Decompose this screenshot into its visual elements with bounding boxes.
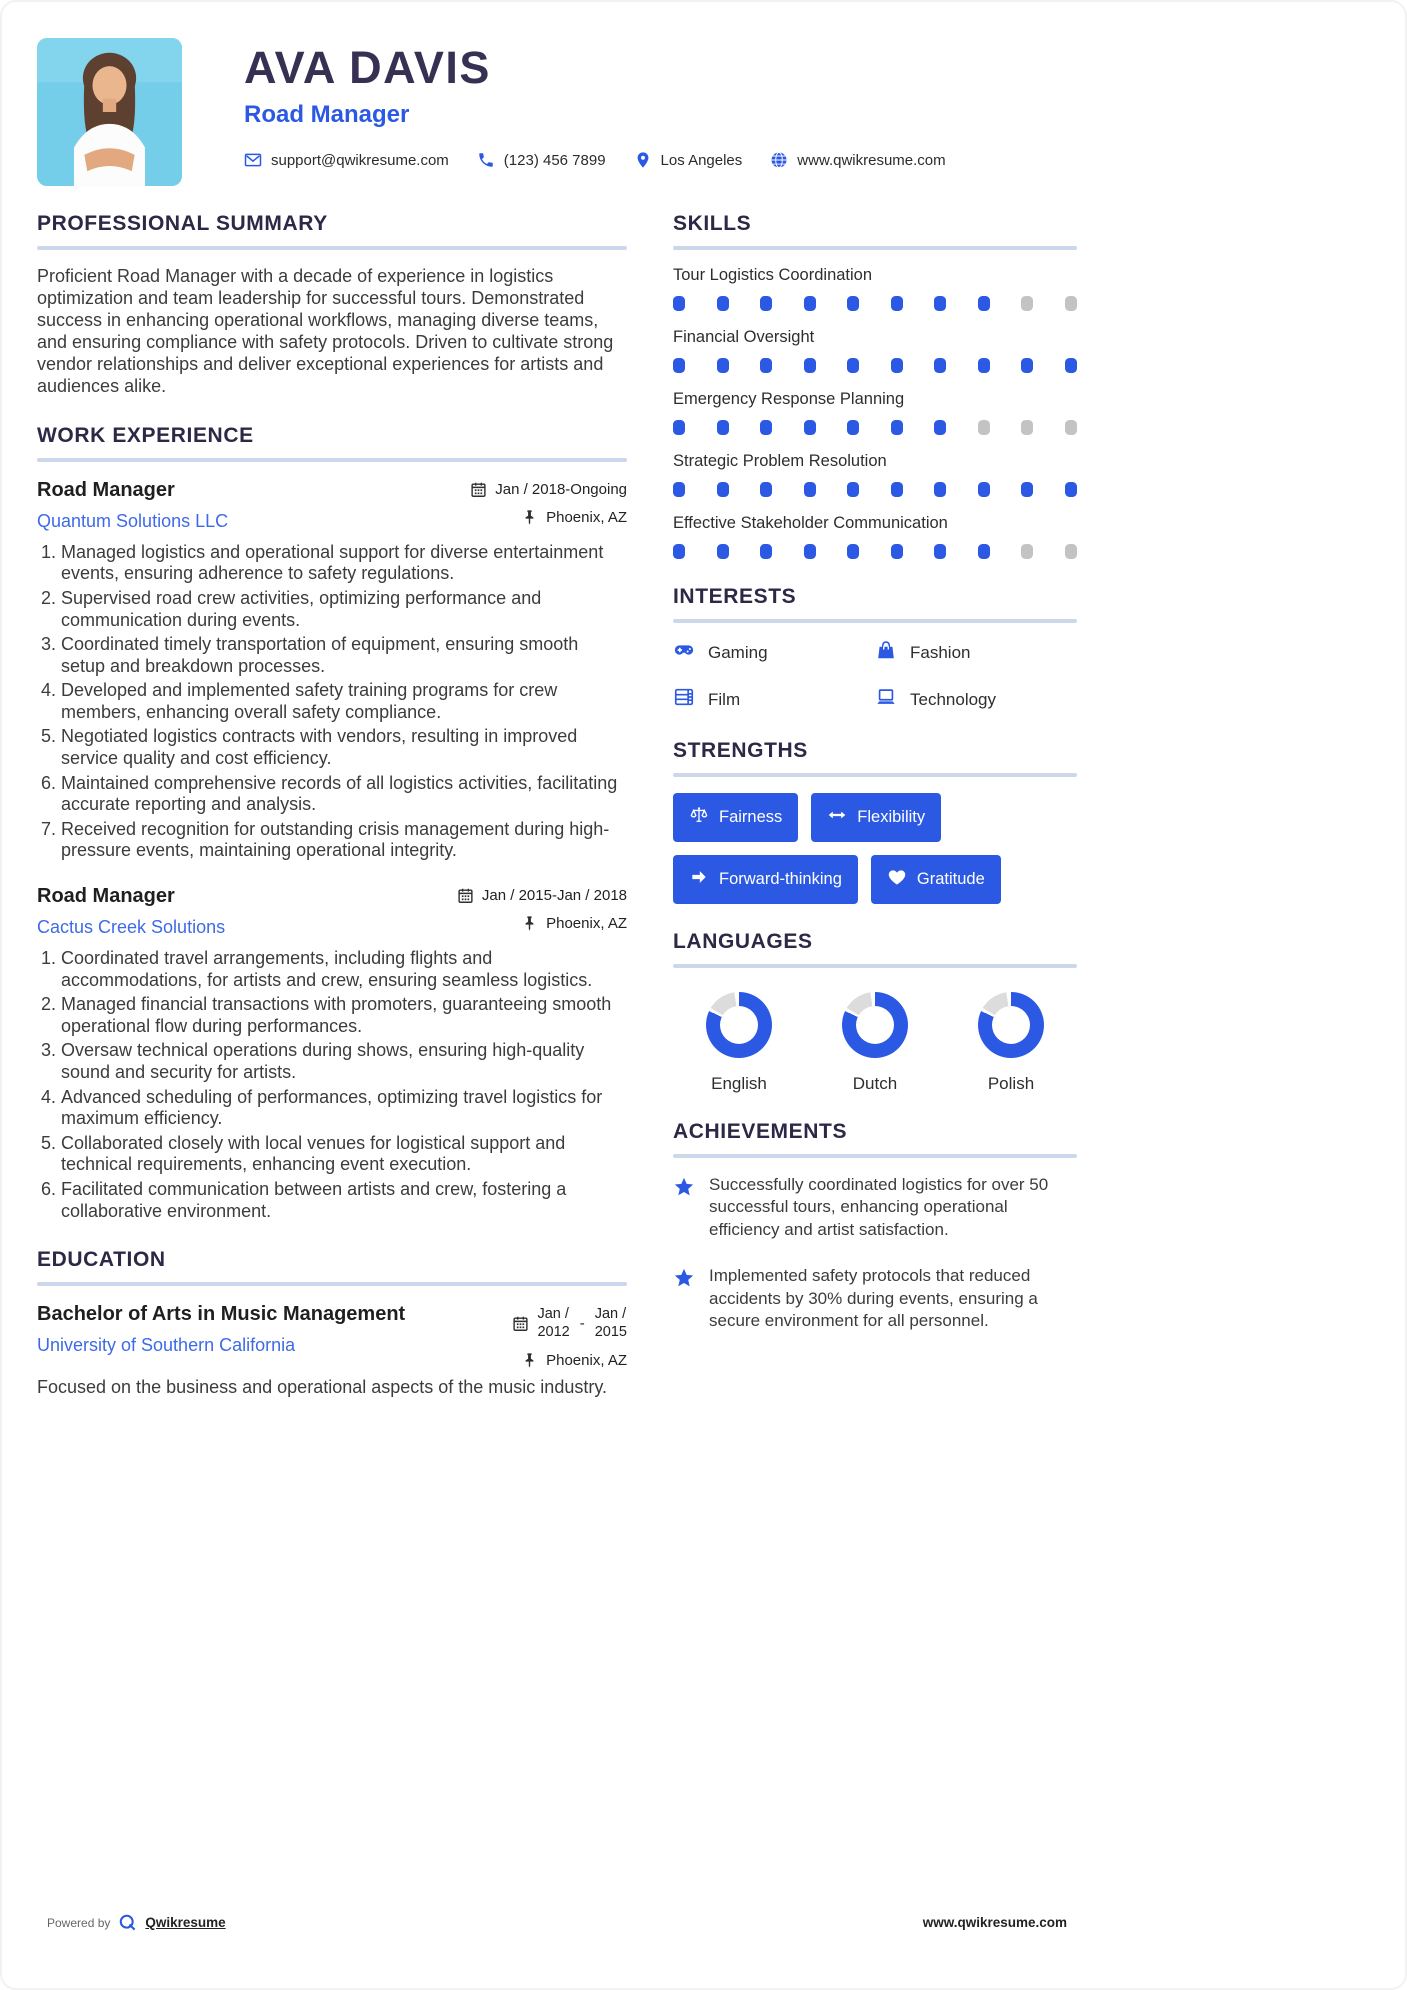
map-pin-icon bbox=[634, 151, 652, 169]
skill-dot bbox=[673, 358, 685, 373]
job-title: Road Manager bbox=[37, 885, 175, 908]
person-name: AVA DAVIS bbox=[244, 42, 491, 93]
arrow-right-icon bbox=[689, 867, 709, 892]
job-bullet: 6. Maintained comprehensive records of all logistics activities, facilitating accurate reporting and analysis. bbox=[61, 773, 627, 816]
skill-dot bbox=[891, 358, 903, 373]
experience-heading: WORK EXPERIENCE bbox=[37, 423, 254, 447]
laptop-icon bbox=[875, 686, 897, 713]
interest-item bbox=[673, 686, 875, 713]
job-bullet: 7. Received recognition for outstanding crisis management during high-pressure events, maintaining operational integrity. bbox=[61, 819, 627, 862]
achievements-list bbox=[673, 1174, 1077, 1333]
date-end-year: 2015 bbox=[594, 1324, 627, 1341]
skill-dot bbox=[804, 296, 816, 311]
globe-icon bbox=[770, 151, 788, 169]
skill-name: Financial Oversight bbox=[673, 328, 815, 346]
pushpin-icon bbox=[521, 509, 538, 526]
languages-list bbox=[673, 984, 1077, 1094]
footer-website: www.qwikresume.com bbox=[922, 1915, 1067, 1930]
interest-label: Gaming bbox=[708, 642, 768, 662]
strength-label: Forward-thinking bbox=[719, 870, 842, 888]
skill-dot bbox=[1021, 296, 1033, 311]
job-bullet-list bbox=[37, 948, 627, 1222]
website-text: www.qwikresume.com bbox=[797, 151, 946, 169]
skill-dot bbox=[847, 296, 859, 311]
section-professional-summary bbox=[37, 212, 627, 398]
contact-website bbox=[770, 151, 945, 169]
strength-label: Gratitude bbox=[916, 870, 985, 888]
skill-dot bbox=[1065, 544, 1077, 559]
interests-list bbox=[673, 639, 1077, 713]
star-icon bbox=[673, 1267, 695, 1289]
interest-label: Fashion bbox=[910, 642, 971, 662]
skill-dot bbox=[1065, 358, 1077, 373]
skill-dot bbox=[760, 482, 772, 497]
achievement-text: Successfully coordinated logistics for over 50 successful tours, enhancing operational efficiency and artist satisfaction. bbox=[709, 1175, 1049, 1239]
strength-badge bbox=[811, 793, 941, 842]
job-bullet: 4. Advanced scheduling of performances, optimizing travel logistics for maximum efficiency. bbox=[61, 1087, 627, 1130]
language-label: Dutch bbox=[852, 1074, 898, 1093]
achievements-heading: ACHIEVEMENTS bbox=[673, 1120, 848, 1143]
location-text: Los Angeles bbox=[660, 151, 743, 169]
section-rule bbox=[37, 458, 627, 462]
skill-dot bbox=[717, 296, 729, 311]
pushpin-icon bbox=[521, 1352, 538, 1369]
section-rule bbox=[673, 773, 1077, 777]
skill-dot bbox=[847, 420, 859, 435]
skill-dot bbox=[673, 420, 685, 435]
skill-item bbox=[673, 452, 1077, 497]
job-location bbox=[521, 915, 627, 932]
languages-heading: LANGUAGES bbox=[673, 930, 813, 953]
skill-item bbox=[673, 390, 1077, 435]
job-bullet: 4. Developed and implemented safety training programs for crew members, enhancing overall safety compliance. bbox=[61, 680, 627, 723]
skill-dot bbox=[891, 544, 903, 559]
language-donut bbox=[978, 992, 1044, 1058]
job-company-link[interactable]: Cactus Creek Solutions bbox=[37, 917, 226, 938]
strengths-heading: STRENGTHS bbox=[673, 739, 808, 762]
skill-dot bbox=[673, 482, 685, 497]
section-work-experience bbox=[37, 424, 627, 1222]
section-rule bbox=[673, 619, 1077, 623]
job-location bbox=[521, 509, 627, 526]
skill-dot bbox=[891, 482, 903, 497]
section-rule bbox=[37, 1282, 627, 1286]
job-bullet-list bbox=[37, 542, 627, 862]
section-rule bbox=[673, 1154, 1077, 1158]
skill-item bbox=[673, 266, 1077, 311]
gamepad-icon bbox=[673, 639, 695, 666]
skill-dot bbox=[934, 358, 946, 373]
job-dates bbox=[457, 887, 627, 904]
skill-dot bbox=[978, 420, 990, 435]
skill-dot bbox=[717, 358, 729, 373]
skill-name: Emergency Response Planning bbox=[673, 390, 905, 408]
language-label: Polish bbox=[987, 1074, 1035, 1093]
skill-item bbox=[673, 514, 1077, 559]
skill-dot bbox=[717, 482, 729, 497]
job-bullet: 1. Managed logistics and operational support for diverse entertainment events, ensuring adherence to safety regulations. bbox=[61, 542, 627, 585]
skill-dot bbox=[804, 358, 816, 373]
skill-dot bbox=[1065, 296, 1077, 311]
achievement-item bbox=[673, 1174, 1077, 1241]
job-company-link[interactable]: Quantum Solutions LLC bbox=[37, 510, 229, 531]
education-location-text: Phoenix, AZ bbox=[546, 1352, 627, 1370]
summary-heading: PROFESSIONAL SUMMARY bbox=[37, 212, 328, 235]
arrows-lr-icon bbox=[827, 805, 847, 830]
skill-dot bbox=[978, 482, 990, 497]
job-bullet: 2. Managed financial transactions with promoters, guaranteeing smooth operational flow during performances. bbox=[61, 994, 627, 1037]
footer bbox=[47, 1913, 1067, 1932]
skill-dot bbox=[760, 420, 772, 435]
section-rule bbox=[673, 246, 1077, 250]
interest-item bbox=[875, 686, 1077, 713]
strength-label: Fairness bbox=[719, 808, 783, 826]
skill-dot bbox=[978, 544, 990, 559]
powered-by-text: Powered by bbox=[47, 1915, 111, 1930]
skill-dot bbox=[760, 544, 772, 559]
date-start-year: 2012 bbox=[537, 1324, 570, 1341]
skill-name: Tour Logistics Coordination bbox=[673, 266, 873, 284]
education-description: Focused on the business and operational aspects of the music industry. bbox=[37, 1377, 607, 1398]
header bbox=[2, 2, 1405, 186]
strength-badge bbox=[673, 855, 858, 904]
skill-dot bbox=[1065, 420, 1077, 435]
skill-dot bbox=[934, 296, 946, 311]
section-achievements bbox=[673, 1120, 1077, 1333]
job-bullet: 6. Facilitated communication between artists and crew, fostering a collaborative environment. bbox=[61, 1179, 627, 1222]
skill-dots bbox=[673, 420, 1077, 435]
skill-item bbox=[673, 328, 1077, 373]
skill-dot bbox=[717, 544, 729, 559]
skill-dot bbox=[1021, 482, 1033, 497]
section-rule bbox=[37, 246, 627, 250]
skill-name: Strategic Problem Resolution bbox=[673, 452, 887, 470]
section-rule bbox=[673, 964, 1077, 968]
film-icon bbox=[673, 686, 695, 713]
strengths-list bbox=[673, 793, 1077, 904]
summary-text: Proficient Road Manager with a decade of experience in logistics optimization and team leadership for successful tours. Demonstrated success in enhancing operational workflows, managing diverse teams, and ensuring compliance with safety protocols. Driven to cultivate strong vendor relationships and deliver exceptional experiences for artists and audiences alike. bbox=[37, 266, 614, 396]
job-bullet: 5. Collaborated closely with local venues for logistical support and technical requirements, enhancing event execution. bbox=[61, 1133, 627, 1176]
job-entry-1 bbox=[37, 478, 627, 862]
section-strengths bbox=[673, 739, 1077, 904]
date-start-month: Jan / bbox=[537, 1306, 569, 1323]
phone-icon bbox=[477, 151, 495, 169]
degree-title: Bachelor of Arts in Music Management bbox=[37, 1303, 406, 1326]
strength-label: Flexibility bbox=[857, 808, 926, 826]
strength-badge bbox=[871, 855, 1001, 904]
job-entry-2 bbox=[37, 884, 627, 1222]
section-skills bbox=[673, 212, 1077, 559]
job-dates-text: Jan / 2018-Ongoing bbox=[495, 480, 627, 498]
heart-icon bbox=[887, 867, 907, 892]
section-education bbox=[37, 1248, 627, 1399]
education-dates bbox=[512, 1305, 627, 1341]
achievement-item bbox=[673, 1265, 1077, 1332]
interest-label: Technology bbox=[910, 689, 997, 709]
skill-dots bbox=[673, 358, 1077, 373]
qwikresume-logo-icon bbox=[118, 1913, 137, 1932]
contact-phone bbox=[477, 151, 606, 169]
date-separator: - bbox=[579, 1314, 585, 1332]
job-bullet: 5. Negotiated logistics contracts with vendors, resulting in improved service quality and cost efficiency. bbox=[61, 726, 627, 769]
star-icon bbox=[673, 1176, 695, 1198]
contact-row bbox=[244, 151, 946, 169]
scales-icon bbox=[689, 805, 709, 830]
job-bullet: 1. Coordinated travel arrangements, including flights and accommodations, for artists and crew, ensuring seamless logistics. bbox=[61, 948, 627, 991]
skill-dot bbox=[673, 296, 685, 311]
skill-dot bbox=[891, 296, 903, 311]
person-title: Road Manager bbox=[244, 101, 410, 128]
job-dates bbox=[470, 481, 627, 498]
email-text: support@qwikresume.com bbox=[271, 151, 449, 169]
pushpin-icon bbox=[521, 915, 538, 932]
achievement-text: Implemented safety protocols that reduced accidents by 30% during events, ensuring a secure environment for all personnel. bbox=[709, 1266, 1038, 1331]
skill-dots bbox=[673, 544, 1077, 559]
skill-dot bbox=[1021, 544, 1033, 559]
language-donut bbox=[842, 992, 908, 1058]
contact-location bbox=[634, 151, 743, 169]
section-languages bbox=[673, 930, 1077, 1094]
job-bullet: 3. Coordinated timely transportation of equipment, ensuring smooth setup and breakdown processes. bbox=[61, 634, 627, 677]
calendar-icon bbox=[512, 1315, 529, 1332]
skill-dot bbox=[760, 296, 772, 311]
skill-dot bbox=[934, 482, 946, 497]
bag-icon bbox=[875, 639, 897, 666]
interest-item bbox=[673, 639, 875, 666]
job-title: Road Manager bbox=[37, 478, 175, 501]
skill-dot bbox=[1021, 358, 1033, 373]
skill-dot bbox=[847, 358, 859, 373]
school-link[interactable]: University of Southern California bbox=[37, 1335, 296, 1356]
skill-dot bbox=[891, 420, 903, 435]
interest-item bbox=[875, 639, 1077, 666]
skill-dot bbox=[804, 420, 816, 435]
skill-dot bbox=[1065, 482, 1077, 497]
skills-heading: SKILLS bbox=[673, 212, 752, 235]
job-location-text: Phoenix, AZ bbox=[546, 915, 627, 933]
section-interests bbox=[673, 585, 1077, 713]
phone-text: (123) 456 7899 bbox=[503, 151, 606, 169]
calendar-icon bbox=[457, 887, 474, 904]
skill-dot bbox=[847, 482, 859, 497]
profile-photo bbox=[37, 38, 182, 186]
date-end-month: Jan / bbox=[594, 1306, 627, 1323]
job-bullet: 2. Supervised road crew activities, optimizing performance and communication during events. bbox=[61, 588, 627, 631]
skills-list bbox=[673, 266, 1077, 559]
skill-dots bbox=[673, 296, 1077, 311]
skill-dot bbox=[804, 482, 816, 497]
language-item bbox=[951, 992, 1071, 1094]
language-label: English bbox=[711, 1074, 767, 1093]
skill-dot bbox=[978, 296, 990, 311]
job-bullet: 3. Oversaw technical operations during shows, ensuring high-quality sound and security for artists. bbox=[61, 1040, 627, 1083]
skill-dot bbox=[1021, 420, 1033, 435]
skill-dot bbox=[804, 544, 816, 559]
interest-label: Film bbox=[708, 689, 741, 709]
language-donut bbox=[706, 992, 772, 1058]
education-heading: EDUCATION bbox=[37, 1248, 166, 1272]
interests-heading: INTERESTS bbox=[673, 585, 797, 608]
language-item bbox=[679, 992, 799, 1094]
skill-dot bbox=[934, 544, 946, 559]
education-location bbox=[521, 1352, 627, 1369]
strength-badge bbox=[673, 793, 798, 842]
skill-dot bbox=[717, 420, 729, 435]
skill-dot bbox=[847, 544, 859, 559]
skill-dot bbox=[760, 358, 772, 373]
envelope-icon bbox=[244, 151, 262, 169]
job-location-text: Phoenix, AZ bbox=[546, 508, 627, 526]
skill-dot bbox=[978, 358, 990, 373]
job-dates-text: Jan / 2015-Jan / 2018 bbox=[481, 887, 627, 905]
calendar-icon bbox=[470, 481, 487, 498]
skill-name: Effective Stakeholder Communication bbox=[673, 514, 948, 532]
skill-dots bbox=[673, 482, 1077, 497]
qwikresume-brand-link[interactable]: Qwikresume bbox=[145, 1915, 226, 1930]
contact-email bbox=[244, 151, 449, 169]
skill-dot bbox=[934, 420, 946, 435]
language-item bbox=[815, 992, 935, 1094]
skill-dot bbox=[673, 544, 685, 559]
